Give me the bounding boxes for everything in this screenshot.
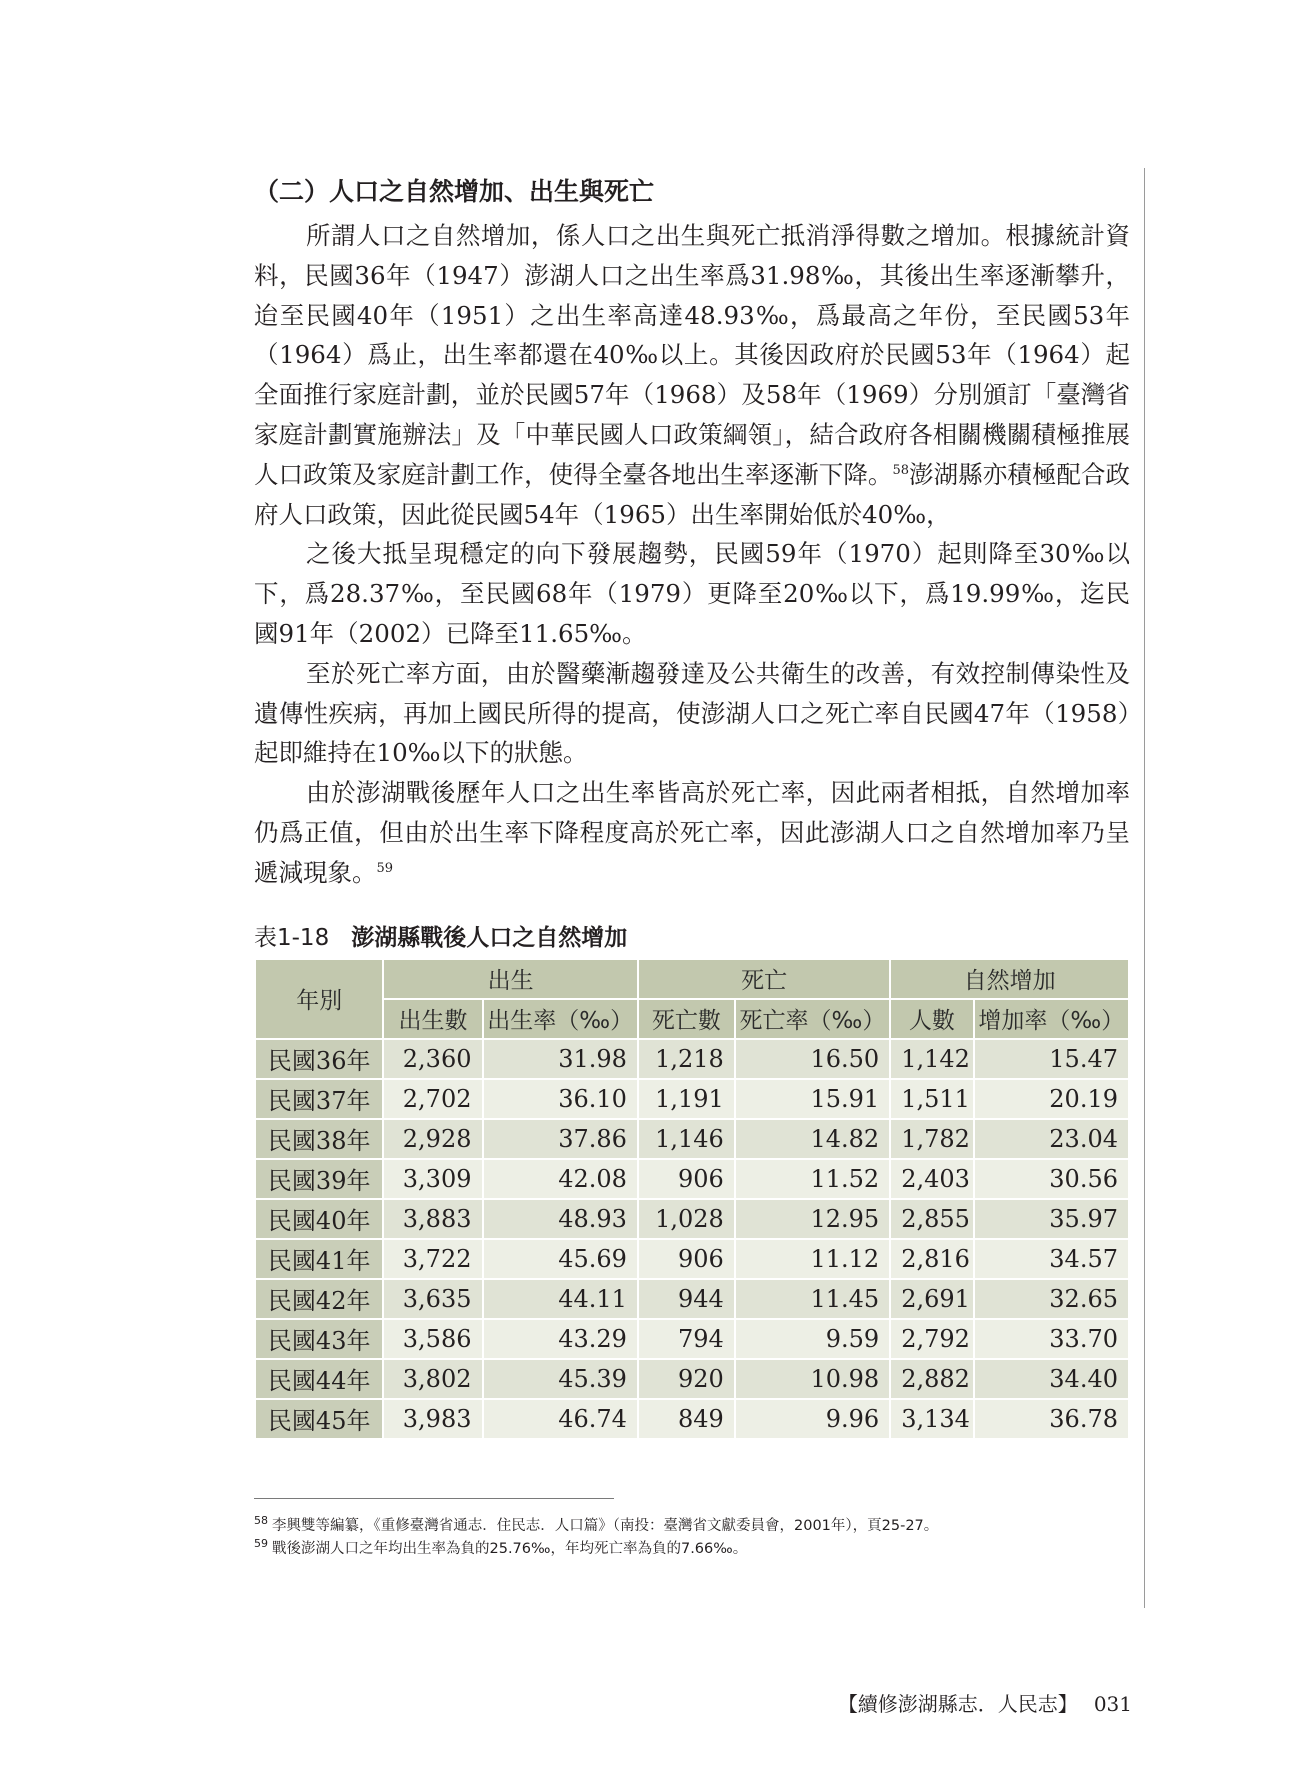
cell-people: 1,142 (890, 1039, 973, 1079)
header-death-rate: 死亡率（‰） (735, 999, 890, 1039)
cell-people: 2,403 (890, 1159, 973, 1199)
cell-people: 1,511 (890, 1079, 973, 1119)
cell-death-rate: 11.52 (735, 1159, 890, 1199)
cell-birth: 3,883 (383, 1199, 482, 1239)
table-body (255, 1039, 1129, 1439)
cell-birth-rate: 45.39 (483, 1359, 638, 1399)
table-row (255, 1199, 1129, 1239)
cell-birth-rate: 36.10 (483, 1079, 638, 1119)
paragraph-1 (254, 216, 1130, 534)
cell-year: 民國40年 (255, 1199, 383, 1239)
table-title: 澎湖縣戰後人口之自然增加 (351, 924, 628, 951)
footnote-divider (254, 1498, 614, 1499)
cell-birth: 2,702 (383, 1079, 482, 1119)
cell-birth: 2,360 (383, 1039, 482, 1079)
cell-increase-rate: 15.47 (974, 1039, 1129, 1079)
cell-death: 944 (638, 1279, 735, 1319)
cell-year: 民國39年 (255, 1159, 383, 1199)
paragraph-4 (254, 773, 1130, 892)
table-caption (254, 919, 1130, 952)
paragraph-4-text: 由於澎湖戰後歷年人口之出生率皆高於死亡率，因此兩者相抵，自然增加率仍爲正值，但由於出生率下降程度高於死亡率，因此澎湖人口之自然增加率乃呈遞減現象。 (254, 778, 1130, 887)
cell-death-rate: 9.59 (735, 1319, 890, 1359)
cell-death-rate: 11.45 (735, 1279, 890, 1319)
cell-increase-rate: 36.78 (974, 1399, 1129, 1439)
table-row (255, 1079, 1129, 1119)
cell-death: 1,191 (638, 1079, 735, 1119)
table-row (255, 1399, 1129, 1439)
paragraph-2: 之後大抵呈現穩定的向下發展趨勢，民國59年（1970）起則降至30‰以下，爲28.37‰，至民國68年（1979）更降至20‰以下，爲19.99‰，迄民國91年（2002）已降至11.65‰。 (254, 539, 1130, 648)
cell-birth-rate: 37.86 (483, 1119, 638, 1159)
footnote-58-marker: 58 (254, 1513, 268, 1527)
cell-birth: 3,983 (383, 1399, 482, 1439)
table-header-row-2 (255, 999, 1129, 1039)
cell-birth-rate: 46.74 (483, 1399, 638, 1439)
cell-people: 3,134 (890, 1399, 973, 1439)
header-increase-rate: 增加率（‰） (974, 999, 1129, 1039)
paragraph-3: 至於死亡率方面，由於醫藥漸趨發達及公共衛生的改善，有效控制傳染性及遺傳性疾病，再加上國民所得的提高，使澎湖人口之死亡率自民國47年（1958）起即維持在10‰以下的狀態。 (254, 658, 1130, 768)
footnote-58 (254, 1515, 1130, 1538)
book-title: 【續修澎湖縣志．人民志】 (837, 1692, 1078, 1716)
margin-rule (1144, 168, 1145, 1608)
header-birth-count: 出生數 (383, 999, 482, 1039)
cell-people: 2,882 (890, 1359, 973, 1399)
table-number: 表1-18 (254, 924, 330, 951)
cell-year: 民國43年 (255, 1319, 383, 1359)
cell-death: 1,028 (638, 1199, 735, 1239)
cell-death-rate: 10.98 (735, 1359, 890, 1399)
cell-birth-rate: 45.69 (483, 1239, 638, 1279)
cell-birth: 3,309 (383, 1159, 482, 1199)
cell-people: 2,816 (890, 1239, 973, 1279)
cell-death-rate: 11.12 (735, 1239, 890, 1279)
cell-increase-rate: 32.65 (974, 1279, 1129, 1319)
cell-birth: 3,722 (383, 1239, 482, 1279)
table-row (255, 1359, 1129, 1399)
cell-death: 920 (638, 1359, 735, 1399)
cell-increase-rate: 20.19 (974, 1079, 1129, 1119)
cell-birth-rate: 42.08 (483, 1159, 638, 1199)
cell-increase-rate: 34.57 (974, 1239, 1129, 1279)
table-row (255, 1239, 1129, 1279)
cell-death-rate: 15.91 (735, 1079, 890, 1119)
header-people: 人數 (890, 999, 973, 1039)
header-natural-increase: 自然增加 (890, 959, 1129, 999)
cell-death-rate: 12.95 (735, 1199, 890, 1239)
header-year: 年別 (255, 959, 383, 1039)
cell-year: 民國36年 (255, 1039, 383, 1079)
cell-birth: 3,802 (383, 1359, 482, 1399)
page-number: 031 (1093, 1692, 1132, 1716)
cell-birth: 3,586 (383, 1319, 482, 1359)
cell-people: 2,691 (890, 1279, 973, 1319)
cell-increase-rate: 23.04 (974, 1119, 1129, 1159)
cell-death-rate: 14.82 (735, 1119, 890, 1159)
cell-increase-rate: 35.97 (974, 1199, 1129, 1239)
main-content (254, 172, 1130, 1561)
footnote-59-marker: 59 (254, 1536, 268, 1550)
cell-death: 1,218 (638, 1039, 735, 1079)
cell-death: 906 (638, 1159, 735, 1199)
cell-birth-rate: 44.11 (483, 1279, 638, 1319)
paragraph-1-text: 所謂人口之自然增加，係人口之出生與死亡抵消淨得數之增加。根據統計資料，民國36年（1947）澎湖人口之出生率爲31.98‰，其後出生率逐漸攀升，迨至民國40年（1951）之出生率高達48.93‰，爲最高之年份，至民國53年（1964）爲止，出生率都還在40‰以上。其後因政府於民國53年（1964）起全面推行家庭計劃，並於民國57年（1968）及58年（1969）分別頒訂「臺灣省家庭計劃實施辦法」及「中華民國人口政策綱領」，結合政府各相關機關積極推展人口政策及家庭計劃工作，使得全臺各地出生率逐漸下降。 (254, 221, 1130, 489)
cell-increase-rate: 30.56 (974, 1159, 1129, 1199)
table-row (255, 1279, 1129, 1319)
footnote-59-text: 戰後澎湖人口之年均出生率為負的25.76‰，年均死亡率為負的7.66‰。 (272, 1540, 748, 1557)
cell-death: 1,146 (638, 1119, 735, 1159)
section-heading: （二）人口之自然增加、出生與死亡 (254, 177, 655, 206)
table-header-row-1 (255, 959, 1129, 999)
population-table (254, 958, 1130, 1440)
header-death-count: 死亡數 (638, 999, 735, 1039)
cell-death-rate: 16.50 (735, 1039, 890, 1079)
table-row (255, 1319, 1129, 1359)
cell-year: 民國45年 (255, 1399, 383, 1439)
cell-death: 906 (638, 1239, 735, 1279)
paragraph-1-tail: 澎湖縣亦積極配合政府人口政策，因此從民國54年（1965）出生率開始低於40‰， (254, 459, 1131, 529)
cell-increase-rate: 34.40 (974, 1359, 1129, 1399)
cell-people: 1,782 (890, 1119, 973, 1159)
table-row (255, 1119, 1129, 1159)
cell-death: 794 (638, 1319, 735, 1359)
cell-birth-rate: 48.93 (483, 1199, 638, 1239)
table-row (255, 1039, 1129, 1079)
header-birth-rate: 出生率（‰） (483, 999, 638, 1039)
cell-people: 2,855 (890, 1199, 973, 1239)
footnote-59 (254, 1538, 1130, 1561)
header-birth: 出生 (383, 959, 638, 999)
cell-year: 民國44年 (255, 1359, 383, 1399)
footnote-ref-59[interactable]: 59 (376, 860, 394, 876)
cell-year: 民國38年 (255, 1119, 383, 1159)
cell-birth-rate: 43.29 (483, 1319, 638, 1359)
header-death: 死亡 (638, 959, 890, 999)
table-row (255, 1159, 1129, 1199)
cell-increase-rate: 33.70 (974, 1319, 1129, 1359)
footnote-58-text: 李興雙等編纂，《重修臺灣省通志．住民志．人口篇》（南投：臺灣省文獻委員會，2001年），頁25-27。 (272, 1517, 939, 1534)
running-footer (838, 1688, 1132, 1717)
cell-death-rate: 9.96 (735, 1399, 890, 1439)
cell-year: 民國41年 (255, 1239, 383, 1279)
cell-year: 民國42年 (255, 1279, 383, 1319)
cell-people: 2,792 (890, 1319, 973, 1359)
cell-death: 849 (638, 1399, 735, 1439)
cell-birth: 3,635 (383, 1279, 482, 1319)
footnote-ref-58[interactable]: 58 (892, 462, 909, 478)
cell-birth: 2,928 (383, 1119, 482, 1159)
cell-birth-rate: 31.98 (483, 1039, 638, 1079)
cell-year: 民國37年 (255, 1079, 383, 1119)
